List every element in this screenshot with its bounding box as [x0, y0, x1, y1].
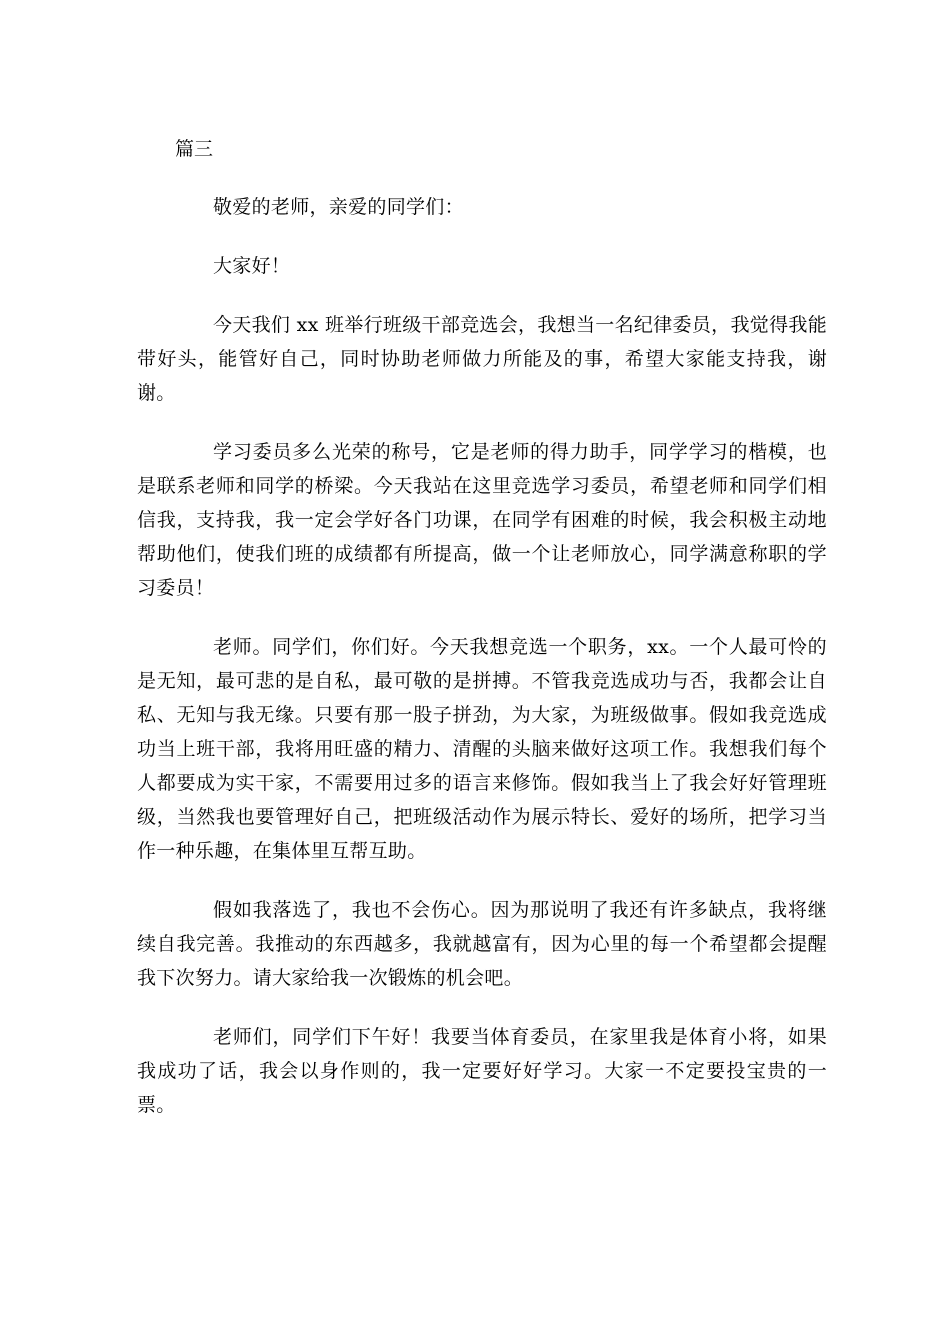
paragraph-study-committee: 学习委员多么光荣的称号，它是老师的得力助手，同学学习的楷模，也是联系老师和同学的桥梁。今天我站在这里竞选学习委员，希望老师和同学们相信我，支持我，我一定会学好各门功课，在同学有困难的时候，我会积极主动地帮助他们，使我们班的成绩都有所提高，做一个让老师放心，同学满意称职的学习委员！	[137, 441, 827, 599]
paragraph-sports-committee: 老师们，同学们下午好！我要当体育委员，在家里我是体育小将，如果我成功了话，我会以身作则的，我一定要好好学习。大家一不定要投宝贵的一票。	[137, 1026, 827, 1116]
paragraph-discipline-committee: 今天我们 xx 班举行班级干部竞选会，我想当一名纪律委员，我觉得我能带好头，能管好自己，同时协助老师做力所能及的事，希望大家能支持我，谢谢。	[137, 314, 827, 404]
greeting: 大家好！	[213, 255, 291, 277]
section-heading: 篇三	[175, 138, 214, 160]
paragraph-class-cadre: 老师。同学们，你们好。今天我想竞选一个职务，xx。一个人最可怜的是无知，最可悲的是自私，最可敬的是拼搏。不管我竞选成功与否，我都会让自私、无知与我无缘。只要有那一股子拼劲，为大家，为班级做事。假如我竞选成功当上班干部，我将用旺盛的精力、清醒的头脑来做好这项工作。我想我们每个人都要成为实干家，不需要用过多的语言来修饰。假如我当上了我会好好管理班级，当然我也要管理好自己，把班级活动作为展示特长、爱好的场所，把学习当作一种乐趣，在集体里互帮互助。	[137, 636, 827, 862]
document-body	[137, 190, 827, 1147]
paragraph-if-lose: 假如我落选了，我也不会伤心。因为那说明了我还有许多缺点，我将继续自我完善。我推动的东西越多，我就越富有，因为心里的每一个希望都会提醒我下次努力。请大家给我一次锻炼的机会吧。	[137, 899, 827, 989]
salutation: 敬爱的老师，亲爱的同学们：	[213, 196, 464, 218]
